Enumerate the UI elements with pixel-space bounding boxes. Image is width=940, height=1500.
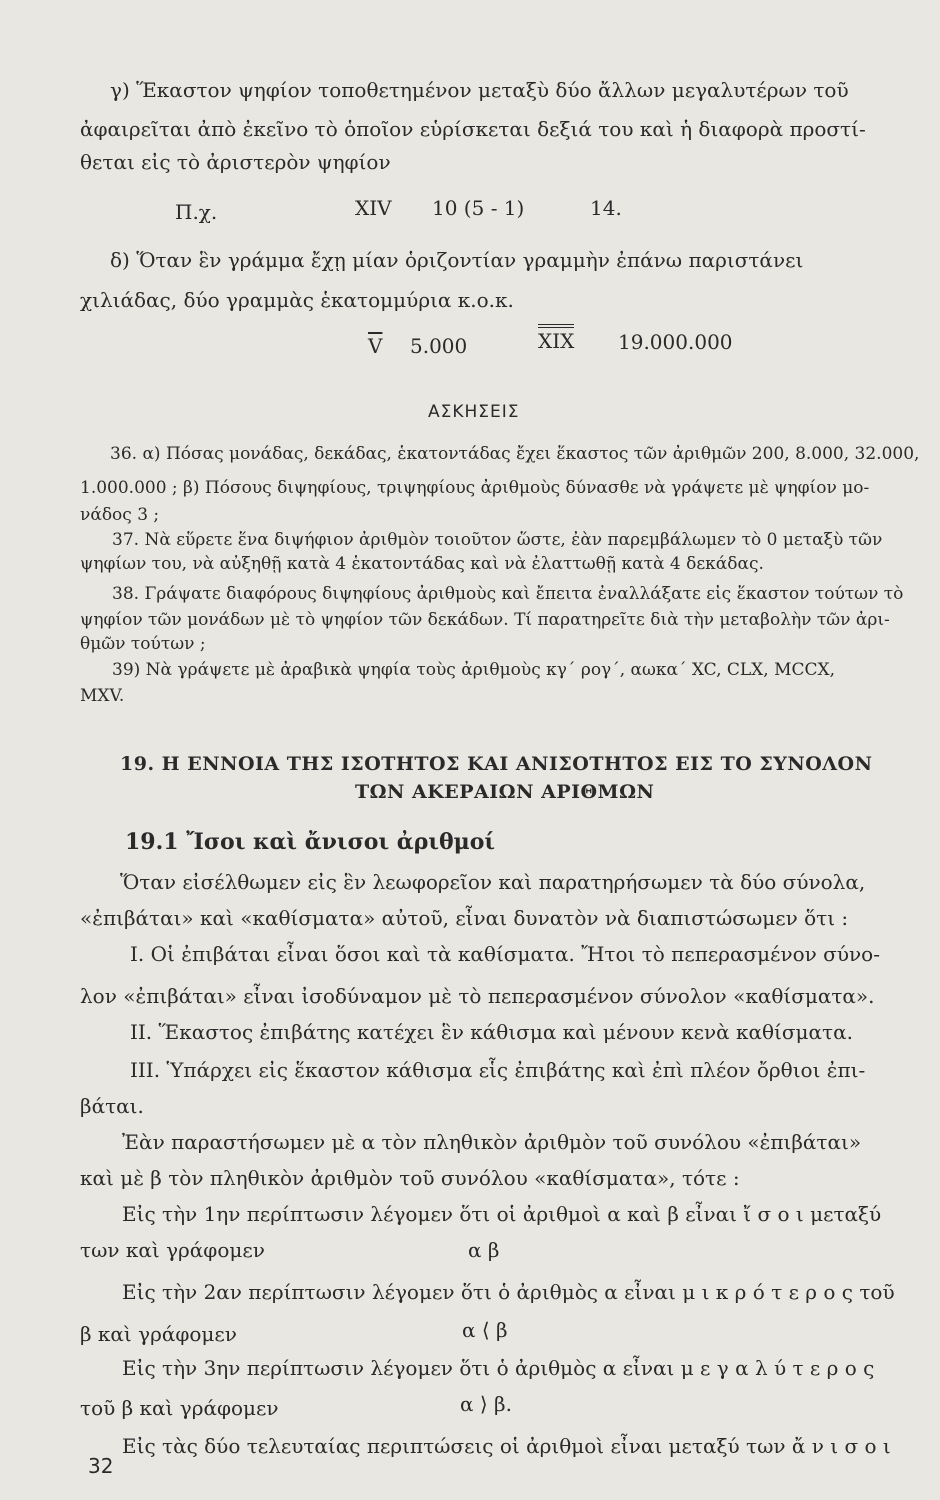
exercise-37-line-2: ψηφίων του, νὰ αὐξηθῇ κατὰ 4 ἑκατοντάδας καὶ νὰ ἐλαττωθῇ κατὰ 4 δεκάδας. bbox=[80, 554, 764, 574]
body-line-1: Ὅταν εἰσέλθωμεν εἰς ἓν λεωφορεῖον καὶ παρατηρήσωμεν τὰ δύο σύνολα, bbox=[120, 870, 866, 894]
exercise-38-line-3: θμῶν τούτων ; bbox=[80, 634, 206, 654]
exercise-36-line-1: 36. α) Πόσας μονάδας, δεκάδας, ἑκατοντάδας ἔχει ἕκαστος τῶν ἀριθμῶν 200, 8.000, 32.000, bbox=[110, 444, 920, 464]
equality-formula: α β bbox=[468, 1238, 500, 1262]
exercise-39-line-2: MXV. bbox=[80, 686, 125, 706]
greater-than-formula: α ⟩ β. bbox=[460, 1392, 512, 1416]
body-line-4: λον «ἐπιβάται» εἶναι ἰσοδύναμον μὲ τὸ πεπερασμένον σύνολον «καθίσματα». bbox=[80, 984, 875, 1008]
double-overlined-xix bbox=[538, 324, 574, 353]
rule-delta-line-2: χιλιάδας, δύο γραμμὰς ἑκατομμύρια κ.ο.κ. bbox=[80, 288, 514, 312]
section-subtitle: 19.1 Ἴσοι καὶ ἄνισοι ἀριθμοί bbox=[125, 829, 496, 855]
rule-gamma-line-1: γ) Ἕκαστον ψηφίον τοποθετημένον μεταξὺ δύο ἄλλων μεγαλυτέρων τοῦ bbox=[110, 78, 849, 102]
body-line-12: Εἰς τὴν 2αν περίπτωσιν λέγομεν ὅτι ὁ ἀριθμὸς α εἶναι μ ι κ ρ ό τ ε ρ ο ς τοῦ bbox=[122, 1280, 895, 1304]
body-line-6: III. Ὑπάρχει εἰς ἕκαστον κάθισμα εἷς ἐπιβάτης καὶ ἐπὶ πλέον ὄρθιοι ἐπι- bbox=[130, 1058, 866, 1082]
example-1-result: 14. bbox=[590, 196, 622, 220]
exercise-37-line-1: 37. Νὰ εὕρετε ἕνα διψήφιον ἀριθμὸν τοιοῦτον ὥστε, ἐὰν παρεμβάλωμεν τὸ 0 μεταξὺ τῶν bbox=[112, 530, 883, 550]
exercise-38-line-2: ψηφίον τῶν μονάδων μὲ τὸ ψηφίον τῶν δεκάδων. Τί παρατηρεῖτε διὰ τὴν μεταβολὴν τῶν ἀρι- bbox=[80, 610, 890, 630]
double-overlined-xix-value: 19.000.000 bbox=[618, 330, 733, 354]
section-title-line-2: ΤΩΝ ΑΚΕΡΑΙΩΝ ΑΡΙΘΜΩΝ bbox=[355, 781, 655, 803]
less-than-formula: α ⟨ β bbox=[462, 1318, 508, 1342]
overlined-v-letter: $\overline{V}$ bbox=[368, 334, 383, 358]
section-title-line-1: 19. Η ΕΝΝΟΙΑ ΤΗΣ ΙΣΟΤΗΤΟΣ ΚΑΙ ΑΝΙΣΟΤΗΤΟΣ ΕΙΣ ΤΟ ΣΥΝΟΛΟΝ bbox=[120, 753, 873, 775]
body-line-2: «ἐπιβάται» καὶ «καθίσματα» αὐτοῦ, εἶναι δυνατὸν νὰ διαπιστώσωμεν ὅτι : bbox=[80, 906, 849, 930]
exercise-36-line-2: 1.000.000 ; β) Πόσους διψηφίους, τριψηφίους ἀριθμοὺς δύνασθε νὰ γράψετε μὲ ψηφίον μο- bbox=[80, 478, 870, 498]
body-line-13: β καὶ γράφομεν bbox=[80, 1322, 237, 1346]
rule-gamma-line-3: θεται εἰς τὸ ἀριστερὸν ψηφίον bbox=[80, 150, 391, 174]
rule-gamma-line-2: ἀφαιρεῖται ἀπὸ ἐκεῖνο τὸ ὁποῖον εὑρίσκεται δεξιά του καὶ ἡ διαφορὰ προστί- bbox=[80, 117, 866, 141]
body-line-15: τοῦ β καὶ γράφομεν bbox=[80, 1396, 279, 1420]
body-line-10: Εἰς τὴν 1ην περίπτωσιν λέγομεν ὅτι οἱ ἀριθμοὶ α καὶ β εἶναι ἴ σ ο ι μεταξύ bbox=[122, 1202, 882, 1226]
double-overlined-xix-letters: XIX bbox=[538, 324, 574, 350]
example-1-label: Π.χ. bbox=[175, 200, 218, 224]
rule-delta-line-1: δ) Ὅταν ἓν γράμμα ἔχῃ μίαν ὁριζοντίαν γραμμὴν ἐπάνω παριστάνει bbox=[110, 248, 804, 272]
body-line-9: καὶ μὲ β τὸν πληθικὸν ἀριθμὸν τοῦ συνόλου «καθίσματα», τότε : bbox=[80, 1166, 740, 1190]
exercises-heading: ΑΣΚΗΣΕΙΣ bbox=[428, 402, 520, 422]
body-line-16: Εἰς τὰς δύο τελευταίας περιπτώσεις οἱ ἀριθμοὶ εἶναι μεταξύ των ἄ ν ι σ ο ι bbox=[122, 1434, 891, 1458]
body-line-8: Ἐὰν παραστήσωμεν μὲ α τὸν πληθικὸν ἀριθμὸν τοῦ συνόλου «ἐπιβάται» bbox=[122, 1130, 862, 1154]
body-line-14: Εἰς τὴν 3ην περίπτωσιν λέγομεν ὅτι ὁ ἀριθμὸς α εἶναι μ ε γ α λ ύ τ ε ρ ο ς bbox=[122, 1356, 875, 1380]
exercise-39-line-1: 39) Νὰ γράψετε μὲ ἀραβικὰ ψηφία τοὺς ἀριθμοὺς κγ΄ ρογ΄, αωκα΄ XC, CLX, MCCX, bbox=[112, 660, 836, 680]
exercise-38-line-1: 38. Γράψατε διαφόρους διψηφίους ἀριθμοὺς καὶ ἔπειτα ἐναλλάξατε εἰς ἕκαστον τούτων τὸ bbox=[112, 584, 904, 604]
example-1-roman: XIV bbox=[355, 196, 392, 220]
body-line-5: II. Ἕκαστος ἐπιβάτης κατέχει ἓν κάθισμα καὶ μένουν κενὰ καθίσματα. bbox=[130, 1020, 853, 1044]
body-line-3: I. Οἱ ἐπιβάται εἶναι ὅσοι καὶ τὰ καθίσματα. Ἤτοι τὸ πεπερασμένον σύνο- bbox=[130, 942, 880, 966]
example-1-expression: 10 (5 - 1) bbox=[432, 196, 525, 220]
overlined-v-value: 5.000 bbox=[410, 334, 468, 358]
body-line-11: των καὶ γράφομεν bbox=[80, 1238, 265, 1262]
overlined-v bbox=[368, 334, 382, 358]
body-line-7: βάται. bbox=[80, 1094, 144, 1118]
page-number: 32 bbox=[88, 1454, 114, 1478]
exercise-36-line-3: νάδος 3 ; bbox=[80, 505, 160, 525]
